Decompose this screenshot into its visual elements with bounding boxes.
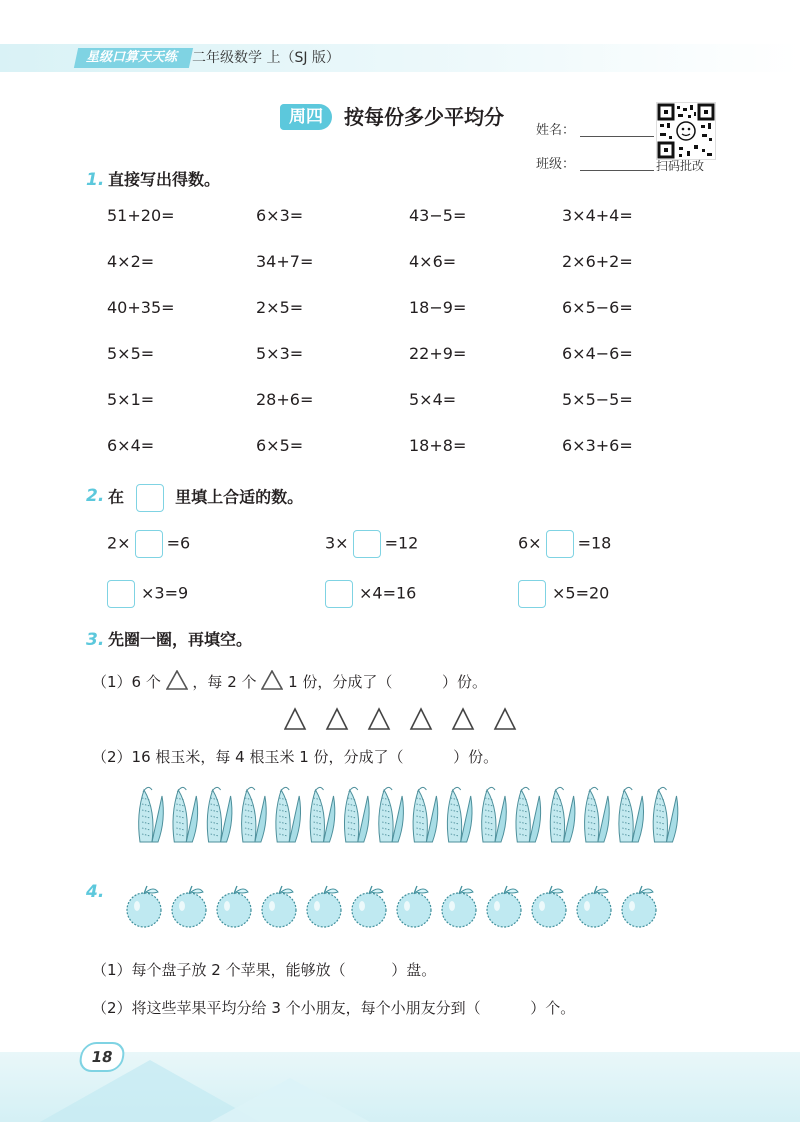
apple-icon[interactable] [352,886,386,927]
fill-post: =18 [577,533,612,553]
class-line[interactable] [580,156,654,171]
fill-post: =6 [166,533,191,553]
fill-post: ×3=9 [141,583,189,603]
calc-item: 18−9= [409,298,467,317]
calc-item: 2×6+2= [562,252,633,271]
question-3-2 [92,745,498,769]
calc-item: 6×3+6= [562,436,633,455]
answer-box[interactable] [107,580,135,608]
fill-post: =12 [384,533,419,553]
class-label: 班级： [536,157,576,172]
corn-icon[interactable] [310,787,335,842]
section-1-title: 直接写出得数。 [108,170,221,189]
calc-item: 18+8= [409,436,467,455]
apple-icon[interactable] [532,886,566,927]
fill-item [518,580,609,608]
section-2-title [108,484,303,512]
name-label: 姓名： [536,123,576,138]
q4-1-part-b: ）盘。 [391,961,437,979]
calc-item: 28+6= [256,390,314,409]
book-subtitle: 二年级数学 上（SJ 版） [192,50,340,66]
fill-pre: 3× [325,533,349,553]
corn-icon[interactable] [242,787,267,842]
q3-1-part-c: 1 份，分成了（ [288,673,393,691]
corn-icon[interactable] [447,787,472,842]
calc-item: 3×4+4= [562,206,633,225]
corn-icon[interactable] [653,787,678,842]
triangle-icon[interactable] [411,709,431,729]
q3-2-part-b: ）份。 [453,748,499,766]
fill-pre: 6× [518,533,542,553]
calc-item: 5×3= [256,344,304,363]
series-tag: 星级口算天天练 [74,48,193,68]
question-4-1 [92,958,436,982]
calc-item: 4×2= [107,252,155,271]
section-2-number: 2. [86,486,105,506]
corn-icon[interactable] [344,787,369,842]
corn-icon[interactable] [379,787,404,842]
section-2-title-pre: 在 [108,487,125,507]
calc-item: 5×1= [107,390,155,409]
calc-item: 6×4−6= [562,344,633,363]
apple-icon[interactable] [622,886,656,927]
calc-item: 5×5−5= [562,390,633,409]
corn-row [134,784,689,850]
apple-icon[interactable] [217,886,251,927]
fill-item [107,530,190,558]
name-line[interactable] [580,122,654,137]
section-4-number: 4. [86,882,105,902]
calc-column-4 [562,205,633,481]
corn-icon[interactable] [585,787,610,842]
section-1-number: 1. [86,170,105,190]
calc-item: 34+7= [256,252,314,271]
question-4-2 [92,996,575,1020]
section-3-title: 先圈一圈，再填空。 [108,630,253,649]
answer-box[interactable] [518,580,546,608]
corn-icon[interactable] [482,787,507,842]
section-3-number: 3. [86,630,105,650]
triangle-icon [166,670,188,690]
q3-2-part-a: （2）16 根玉米，每 4 根玉米 1 份，分成了（ [92,748,404,766]
calc-item: 4×6= [409,252,457,271]
apple-icon[interactable] [487,886,521,927]
corn-set [134,784,689,846]
corn-icon[interactable] [516,787,541,842]
section-2-title-post: 里填上合适的数。 [175,487,304,507]
corn-icon[interactable] [550,787,575,842]
corn-icon[interactable] [619,787,644,842]
calc-item: 22+9= [409,344,467,363]
apple-icon[interactable] [127,886,161,927]
qr-caption: 扫码批改 [656,159,705,173]
calc-item: 6×3= [256,206,304,225]
triangle-icon[interactable] [285,709,305,729]
apple-icon[interactable] [307,886,341,927]
fill-item [325,530,418,558]
apple-icon[interactable] [172,886,206,927]
fill-item [325,580,416,608]
calc-column-2 [256,205,313,481]
page-title: 按每份多少平均分 [344,105,504,129]
qr-code-icon[interactable] [656,102,716,160]
q3-1-part-d: ）份。 [441,673,487,691]
calc-item: 6×5= [256,436,304,455]
triangle-icon[interactable] [327,709,347,729]
calc-column-1 [107,205,175,481]
day-badge: 周四 [280,104,332,130]
corn-icon[interactable] [413,787,438,842]
calc-item: 5×5= [107,344,155,363]
answer-box[interactable] [325,580,353,608]
q4-2-part-a: （2）将这些苹果平均分给 3 个小朋友，每个小朋友分到（ [92,999,481,1017]
corn-icon[interactable] [173,787,198,842]
calc-item: 5×4= [409,390,457,409]
fill-item [518,530,611,558]
q4-2-part-b: ）个。 [530,999,576,1017]
apple-icon[interactable] [397,886,431,927]
answer-box[interactable] [353,530,381,558]
triangle-row [284,707,536,737]
triangle-icon[interactable] [495,709,515,729]
q4-1-part-a: （1）每个盘子放 2 个苹果，能够放（ [92,961,346,979]
calc-column-3 [409,205,466,481]
answer-box[interactable] [546,530,574,558]
calc-item: 51+20= [107,206,175,225]
answer-box[interactable] [135,530,163,558]
apple-set [122,884,662,930]
q3-1-part-a: （1）6 个 [92,673,161,691]
fill-item [107,580,188,608]
q3-1-part-b: ，每 2 个 [192,673,257,691]
corn-icon[interactable] [207,787,232,842]
fill-post: ×4=16 [359,583,417,603]
calc-item: 40+35= [107,298,175,317]
apple-row [122,884,662,934]
apple-icon[interactable] [577,886,611,927]
fill-post: ×5=20 [552,583,610,603]
page-number: 18 [77,1042,126,1072]
triangle-icon[interactable] [369,709,389,729]
sample-box [136,484,164,512]
calc-item: 43−5= [409,206,467,225]
fill-pre: 2× [107,533,131,553]
triangle-icon[interactable] [453,709,473,729]
corn-icon[interactable] [276,787,301,842]
apple-icon[interactable] [442,886,476,927]
question-3-1 [92,670,487,694]
calc-item: 6×4= [107,436,155,455]
calc-item: 2×5= [256,298,304,317]
calc-item: 6×5−6= [562,298,633,317]
triangle-set [284,707,536,733]
triangle-icon [261,670,283,690]
apple-icon[interactable] [262,886,296,927]
corn-icon[interactable] [139,787,164,842]
